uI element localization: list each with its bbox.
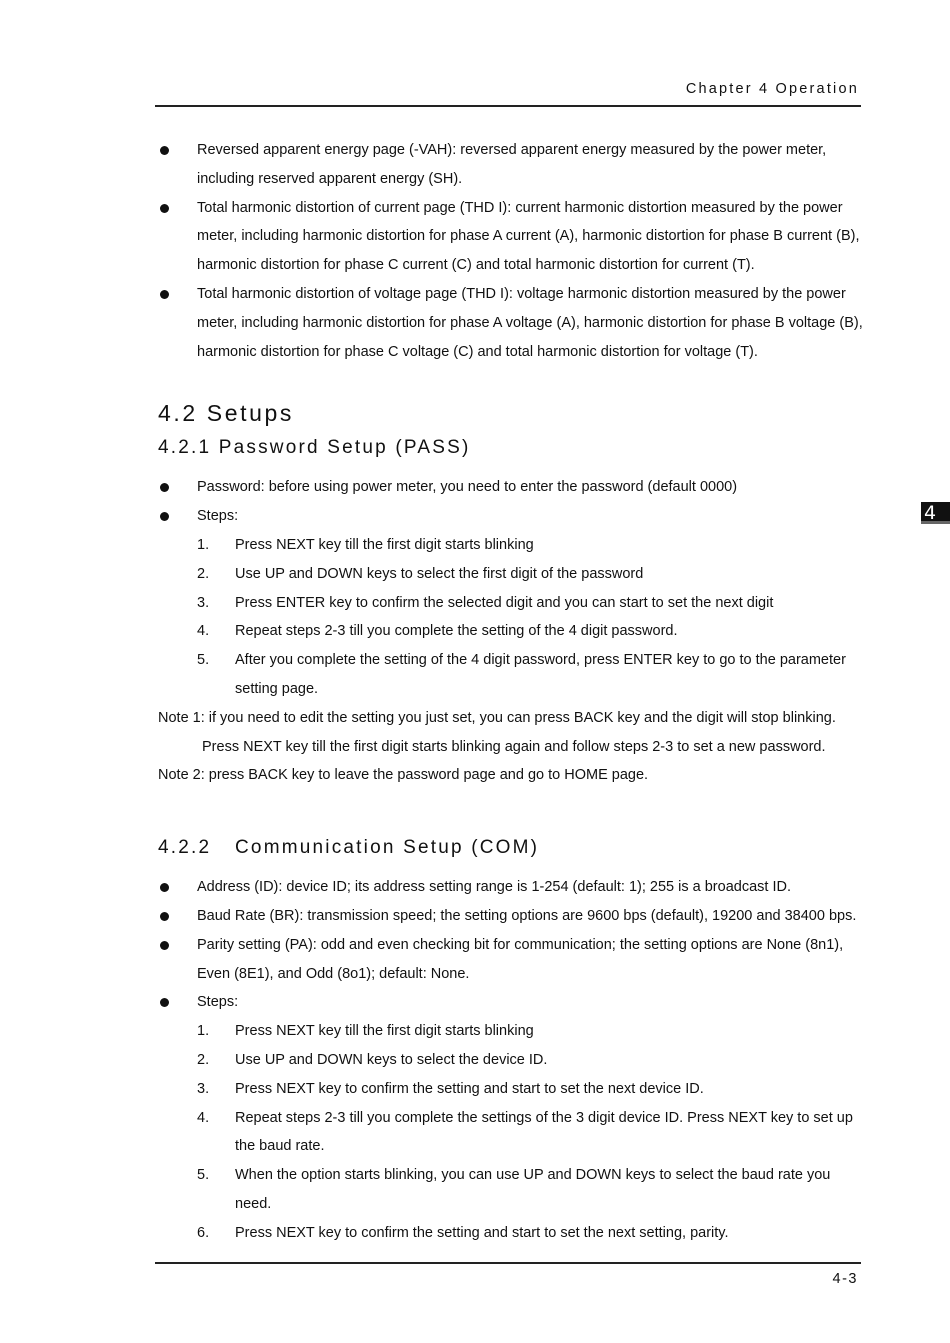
bullet-icon bbox=[160, 912, 169, 921]
chapter-tab: 4 bbox=[921, 502, 950, 524]
step-text: Press NEXT key to confirm the setting and start to set the next setting, parity. bbox=[235, 1224, 729, 1241]
step-text: Press NEXT key to confirm the setting and start to set the next device ID. bbox=[235, 1080, 704, 1097]
step-text: Press NEXT key till the first digit starts blinking bbox=[235, 536, 534, 553]
section-heading-4-2-2 bbox=[158, 834, 866, 862]
step-number: 3. bbox=[197, 594, 210, 611]
list-item bbox=[158, 873, 866, 902]
bullet-icon bbox=[160, 883, 169, 892]
bullet-text: Steps: bbox=[197, 508, 239, 525]
step-item bbox=[158, 531, 866, 560]
list-item bbox=[158, 931, 866, 989]
bullet-icon bbox=[160, 941, 169, 950]
note-1: Note 1: if you need to edit the setting you just set, you can press BACK key and the digit will stop blinking. bbox=[158, 709, 836, 726]
step-number: 1. bbox=[197, 536, 210, 553]
chapter-title: Chapter 4 Operation bbox=[685, 81, 859, 97]
note-1-continued: Press NEXT key till the first digit starts blinking again and follow steps 2-3 to set a new password. bbox=[202, 738, 826, 755]
list-item bbox=[158, 988, 866, 1017]
step-text: Use UP and DOWN keys to select the first digit of the password bbox=[235, 565, 644, 582]
step-item bbox=[158, 560, 866, 589]
step-number: 5. bbox=[197, 652, 210, 669]
step-item bbox=[158, 1046, 866, 1075]
list-item bbox=[158, 280, 866, 366]
bullet-icon bbox=[160, 146, 169, 155]
step-number: 3. bbox=[197, 1080, 210, 1097]
step-item bbox=[158, 589, 866, 618]
step-number: 1. bbox=[197, 1023, 210, 1040]
step-text: Repeat steps 2-3 till you complete the settings of the 3 digit device ID. Press NEXT key to set up the baud rate. bbox=[235, 1109, 853, 1155]
step-number: 4. bbox=[197, 623, 210, 640]
bullet-text: Total harmonic distortion of current page (THD I): current harmonic distortion measured by the power meter, including harmonic distortion for phase A current (A), harmonic distortion for phase B current (B), harmonic distortion for phase C current (C) and total harmonic distortion for current (T). bbox=[197, 199, 860, 274]
list-item bbox=[158, 194, 866, 280]
step-number: 6. bbox=[197, 1224, 210, 1241]
section-heading-4-2: 4.2 Setups bbox=[158, 400, 294, 427]
page-footer bbox=[155, 1262, 861, 1287]
bullet-icon bbox=[160, 512, 169, 521]
bullet-text: Address (ID): device ID; its address setting range is 1-254 (default: 1); 255 is a broadcast ID. bbox=[197, 879, 791, 896]
section-title: Communication Setup (COM) bbox=[235, 837, 540, 859]
step-item bbox=[158, 617, 866, 646]
list-item bbox=[158, 902, 866, 931]
bullet-icon bbox=[160, 290, 169, 299]
step-number: 2. bbox=[197, 565, 210, 582]
step-item bbox=[158, 646, 866, 704]
bullet-icon bbox=[160, 483, 169, 492]
bullet-text: Reversed apparent energy page (-VAH): reversed apparent energy measured by the power meter, including reserved apparent energy (SH). bbox=[197, 142, 827, 187]
step-text: When the option starts blinking, you can use UP and DOWN keys to select the baud rate you need. bbox=[235, 1167, 831, 1212]
list-item bbox=[158, 502, 866, 531]
step-item bbox=[158, 1075, 866, 1104]
step-number: 2. bbox=[197, 1051, 210, 1068]
bullet-text: Parity setting (PA): odd and even checking bit for communication; the setting options are None (8n1), Even (8E1), and Odd (8o1); default: None. bbox=[197, 936, 844, 982]
step-item bbox=[158, 1104, 866, 1162]
step-item bbox=[158, 1017, 866, 1046]
list-item bbox=[158, 136, 866, 194]
step-number: 4. bbox=[197, 1109, 210, 1126]
step-text: Press NEXT key till the first digit starts blinking bbox=[235, 1023, 534, 1040]
step-text: Press ENTER key to confirm the selected digit and you can start to set the next digit bbox=[235, 594, 774, 611]
bullet-text: Total harmonic distortion of voltage page (THD I): voltage harmonic distortion measured by the power meter, including harmonic distortion for phase A voltage (A), harmonic distortion for phase B voltage (B), harmonic distortion for phase C voltage (C) and total harmonic distortion for voltage (T). bbox=[197, 285, 863, 360]
section-heading-4-2-1: 4.2.1 Password Setup (PASS) bbox=[158, 437, 471, 459]
step-text: After you complete the setting of the 4 digit password, press ENTER key to go to the parameter setting page. bbox=[235, 652, 846, 697]
step-item bbox=[158, 1219, 866, 1248]
page-header bbox=[155, 80, 861, 107]
bullet-text: Baud Rate (BR): transmission speed; the setting options are 9600 bps (default), 19200 and 38400 bps. bbox=[197, 907, 857, 924]
section-number: 4.2.2 bbox=[158, 837, 212, 859]
bullet-icon bbox=[160, 204, 169, 213]
step-number: 5. bbox=[197, 1167, 210, 1184]
note-2: Note 2: press BACK key to leave the password page and go to HOME page. bbox=[158, 767, 649, 784]
step-text: Repeat steps 2-3 till you complete the setting of the 4 digit password. bbox=[235, 623, 678, 640]
list-item bbox=[158, 473, 866, 502]
bullet-icon bbox=[160, 998, 169, 1007]
step-item bbox=[158, 1161, 866, 1219]
step-text: Use UP and DOWN keys to select the device ID. bbox=[235, 1051, 548, 1068]
bullet-text: Steps: bbox=[197, 994, 239, 1011]
page-content bbox=[158, 136, 866, 1248]
bullet-text: Password: before using power meter, you need to enter the password (default 0000) bbox=[197, 479, 738, 496]
page-number: 4-3 bbox=[832, 1271, 858, 1287]
